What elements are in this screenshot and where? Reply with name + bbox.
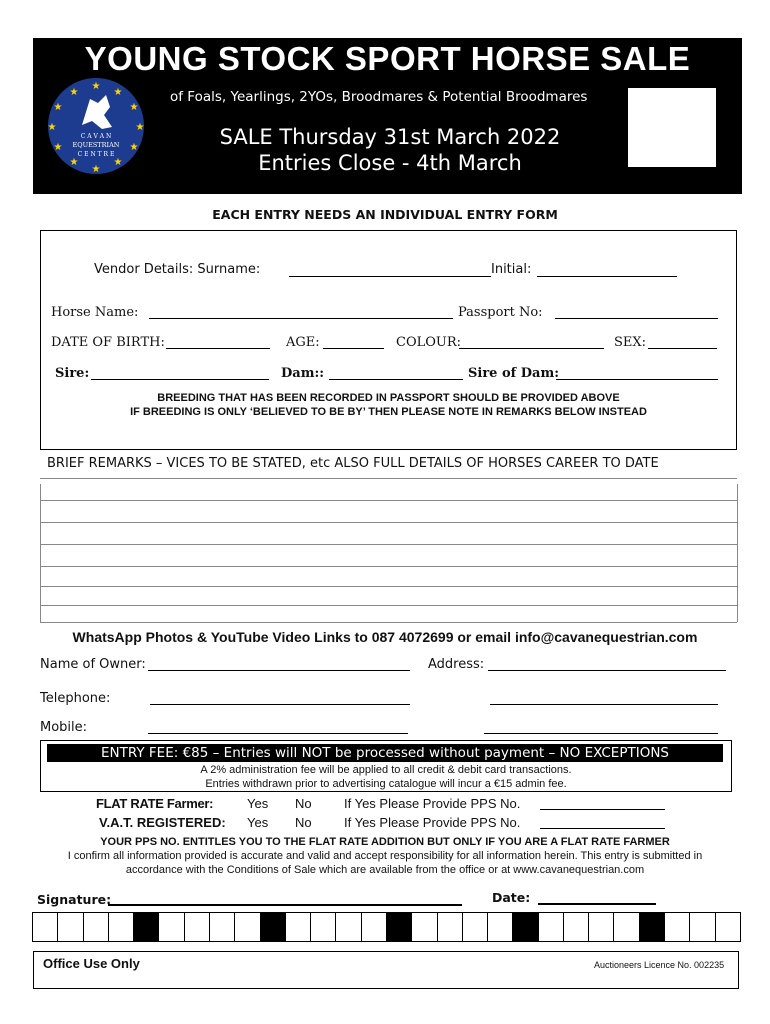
- svg-text:EQUESTRIAN: EQUESTRIAN: [72, 141, 120, 149]
- remarks-line[interactable]: [40, 605, 737, 606]
- remarks-line[interactable]: [40, 544, 737, 545]
- individual-entry-notice: EACH ENTRY NEEDS AN INDIVIDUAL ENTRY FORM: [212, 207, 558, 222]
- svg-text:★: ★: [91, 164, 101, 175]
- owner-name-field[interactable]: [148, 670, 410, 671]
- flat-rate-yes[interactable]: Yes: [247, 796, 269, 811]
- code-box[interactable]: [83, 912, 109, 942]
- svg-text:★: ★: [69, 157, 79, 168]
- signature-label: Signature:: [37, 892, 112, 907]
- entries-close: Entries Close - 4th March: [258, 151, 522, 175]
- cavan-equestrian-logo: [40, 77, 152, 175]
- svg-text:★: ★: [53, 142, 63, 153]
- svg-text:★: ★: [53, 102, 63, 113]
- horse-name-label: Horse Name:: [51, 305, 139, 320]
- initial-field[interactable]: [537, 276, 677, 277]
- photo-box: [628, 88, 716, 167]
- code-box[interactable]: [57, 912, 83, 942]
- address-line-3-field[interactable]: [484, 733, 718, 734]
- age-field[interactable]: [323, 348, 384, 349]
- code-box-separator: [639, 912, 665, 942]
- remarks-line[interactable]: [40, 566, 737, 567]
- admin-fee-note: A 2% administration fee will be applied to all credit & debit card transactions.: [200, 764, 572, 776]
- code-box[interactable]: [361, 912, 387, 942]
- code-box[interactable]: [715, 912, 741, 942]
- address-line-2-field[interactable]: [490, 704, 718, 705]
- code-boxes: [33, 912, 741, 942]
- auctioneers-licence: Auctioneers Licence No. 002235: [594, 960, 725, 970]
- vat-pps-field[interactable]: [540, 828, 665, 829]
- pps-note: YOUR PPS NO. ENTITLES YOU TO THE FLAT RATE ADDITION BUT ONLY IF YOU ARE A FLAT RATE FARMER: [100, 836, 670, 848]
- vat-pps-prompt: If Yes Please Provide PPS No.: [344, 815, 521, 830]
- code-box[interactable]: [411, 912, 437, 942]
- svg-text:C E N T R E: C E N T R E: [77, 151, 115, 158]
- vat-yes[interactable]: Yes: [247, 815, 269, 830]
- svg-text:★: ★: [47, 122, 57, 133]
- mobile-label: Mobile:: [40, 720, 88, 735]
- svg-text:★: ★: [69, 87, 79, 98]
- flat-rate-pps-prompt: If Yes Please Provide PPS No.: [344, 796, 521, 811]
- dob-label: DATE OF BIRTH:: [51, 335, 165, 350]
- code-box[interactable]: [588, 912, 614, 942]
- code-box[interactable]: [108, 912, 134, 942]
- breeding-note: BREEDING THAT HAS BEEN RECORDED IN PASSPORT SHOULD BE PROVIDED ABOVE: [157, 392, 620, 404]
- remarks-line[interactable]: [40, 522, 737, 523]
- remarks-line[interactable]: [40, 586, 737, 587]
- vendor-surname-label: Vendor Details: Surname:: [94, 262, 261, 277]
- svg-text:★: ★: [129, 102, 139, 113]
- entry-fee-text: ENTRY FEE: €85 – Entries will NOT be processed without payment – NO EXCEPTIONS: [100, 745, 669, 761]
- code-box[interactable]: [563, 912, 589, 942]
- svg-text:★: ★: [113, 87, 123, 98]
- code-box[interactable]: [538, 912, 564, 942]
- sale-dates: [180, 124, 600, 176]
- colour-label: COLOUR:: [396, 335, 462, 350]
- svg-text:★: ★: [113, 157, 123, 168]
- sale-date: SALE Thursday 31st March 2022: [219, 125, 561, 149]
- telephone-field[interactable]: [150, 704, 410, 705]
- code-box[interactable]: [32, 912, 58, 942]
- age-label: AGE:: [286, 335, 320, 350]
- page-title: YOUNG STOCK SPORT HORSE SALE: [84, 40, 691, 77]
- colour-field[interactable]: [459, 348, 604, 349]
- code-box[interactable]: [158, 912, 184, 942]
- owner-name-label: Name of Owner:: [40, 657, 146, 672]
- sale-subtitle: of Foals, Yearlings, 2YOs, Broodmares & Potential Broodmares: [170, 89, 588, 105]
- sire-field[interactable]: [91, 379, 269, 380]
- code-box[interactable]: [462, 912, 488, 942]
- remarks-line[interactable]: [40, 622, 737, 623]
- address-field[interactable]: [488, 670, 726, 671]
- code-box[interactable]: [310, 912, 336, 942]
- office-use-label: Office Use Only: [43, 956, 140, 971]
- code-box[interactable]: [437, 912, 463, 942]
- vat-registered-label: V.A.T. REGISTERED:: [99, 815, 226, 830]
- sex-label: SEX:: [614, 335, 647, 350]
- sex-field[interactable]: [648, 348, 717, 349]
- mobile-field[interactable]: [148, 733, 408, 734]
- flat-rate-pps-field[interactable]: [540, 809, 665, 810]
- confirmation-text-2: accordance with the Conditions of Sale which are available from the office or at www.cavanequestrian.com: [125, 864, 645, 876]
- svg-text:C A V A N: C A V A N: [80, 133, 112, 140]
- passport-field[interactable]: [555, 318, 718, 319]
- code-box[interactable]: [285, 912, 311, 942]
- surname-field[interactable]: [289, 276, 491, 277]
- telephone-label: Telephone:: [40, 691, 111, 706]
- code-box[interactable]: [209, 912, 235, 942]
- code-box-separator: [512, 912, 538, 942]
- vat-no[interactable]: No: [295, 815, 312, 830]
- horse-name-field[interactable]: [149, 318, 453, 319]
- breeding-note-believed: IF BREEDING IS ONLY ‘BELIEVED TO BE BY’ THEN PLEASE NOTE IN REMARKS BELOW INSTEAD: [130, 406, 647, 418]
- svg-text:★: ★: [129, 142, 139, 153]
- remarks-title: BRIEF REMARKS – VICES TO BE STATED, etc ALSO FULL DETAILS OF HORSES CAREER TO DATE: [47, 456, 659, 471]
- remarks-line[interactable]: [40, 500, 737, 501]
- code-box-separator: [386, 912, 412, 942]
- sire-of-dam-field[interactable]: [556, 379, 718, 380]
- code-box[interactable]: [184, 912, 210, 942]
- signature-field[interactable]: [108, 904, 462, 906]
- code-box[interactable]: [335, 912, 361, 942]
- passport-label: Passport No:: [458, 305, 543, 320]
- initial-label: Initial:: [491, 262, 532, 277]
- remarks-left-border: [40, 484, 41, 622]
- svg-text:★: ★: [91, 81, 101, 92]
- flat-rate-no[interactable]: No: [295, 796, 312, 811]
- code-box[interactable]: [234, 912, 260, 942]
- svg-text:★: ★: [135, 122, 145, 133]
- flat-rate-label: FLAT RATE Farmer:: [96, 796, 214, 811]
- code-box-separator: [260, 912, 286, 942]
- whatsapp-instructions: WhatsApp Photos & YouTube Video Links to 087 4072699 or email info@cavanequestrian.com: [72, 629, 698, 645]
- code-box[interactable]: [487, 912, 513, 942]
- date-field[interactable]: [538, 903, 656, 905]
- withdrawal-fee-note: Entries withdrawn prior to advertising catalogue will incur a €15 admin fee.: [205, 778, 567, 790]
- code-box-separator: [133, 912, 159, 942]
- code-box[interactable]: [689, 912, 715, 942]
- dob-field[interactable]: [166, 348, 270, 349]
- address-label: Address:: [428, 657, 485, 672]
- sire-label: Sire:: [55, 366, 90, 381]
- confirmation-text: I confirm all information provided is accurate and valid and accept responsibility for all information herein. This entry is submitted in: [67, 850, 703, 862]
- remarks-right-border: [737, 484, 738, 622]
- code-box[interactable]: [664, 912, 690, 942]
- sire-of-dam-label: Sire of Dam:: [468, 366, 560, 381]
- remarks-line[interactable]: [40, 478, 737, 479]
- dam-label: Dam::: [281, 366, 325, 381]
- code-box[interactable]: [613, 912, 639, 942]
- date-label: Date:: [492, 890, 531, 905]
- dam-field[interactable]: [329, 379, 463, 380]
